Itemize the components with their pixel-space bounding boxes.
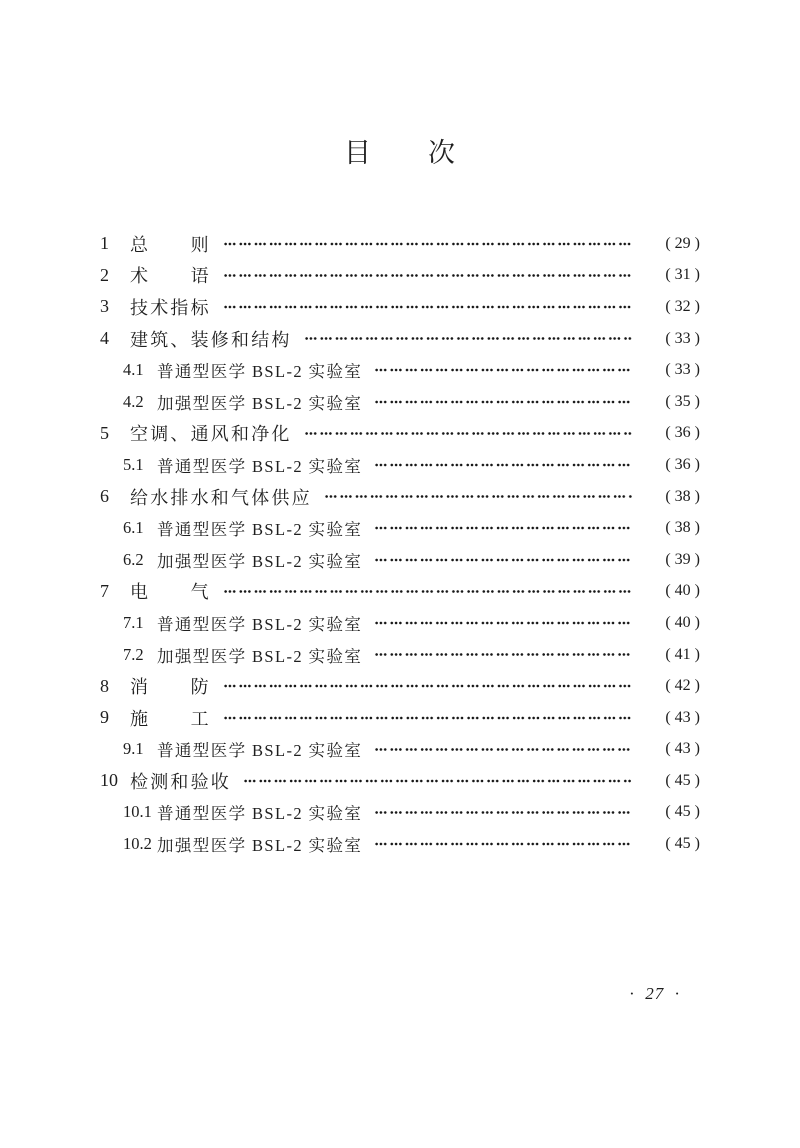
dot-leader: [223, 576, 632, 608]
toc-entry-title: 消 防: [130, 677, 211, 698]
dot-leader: [304, 418, 632, 450]
dot-leader: [304, 323, 632, 355]
toc-entry: [100, 765, 700, 797]
toc-entry-number: 4.2: [123, 391, 144, 411]
toc-entry-page: ( 33 ): [665, 329, 700, 347]
toc-entry-title: 加强型医学 BSL-2 实验室: [157, 646, 363, 666]
toc-entry: [100, 670, 700, 702]
toc-entry-number: 10.2: [123, 834, 152, 854]
toc-entry-number: 10.1: [123, 802, 152, 822]
dot-leader: [374, 607, 632, 639]
toc-entry-page: ( 45 ): [665, 803, 700, 821]
toc-entry-number: 7.1: [123, 612, 144, 632]
toc-entry-page: ( 31 ): [665, 266, 700, 284]
dot-leader: [374, 544, 632, 576]
toc-entry: [100, 797, 700, 829]
toc-entry-page: ( 38 ): [665, 487, 700, 505]
toc-entry: [100, 323, 700, 355]
toc-entry-page: ( 36 ): [665, 424, 700, 442]
toc-entry-page: ( 39 ): [665, 550, 700, 568]
toc-entry-page: ( 29 ): [665, 234, 700, 252]
dot-leader: [374, 734, 632, 766]
toc-entry-page: ( 32 ): [665, 297, 700, 315]
toc-entry-number: 4.1: [123, 360, 144, 380]
toc-entry-page: ( 33 ): [665, 361, 700, 379]
toc-entry: [100, 512, 700, 544]
toc-entry-title: 普通型医学 BSL-2 实验室: [157, 456, 363, 476]
toc-entry-title: 加强型医学 BSL-2 实验室: [157, 393, 363, 413]
dot-leader: [374, 354, 632, 386]
toc-entry: [100, 449, 700, 481]
toc-entry-title: 普通型医学 BSL-2 实验室: [157, 614, 363, 634]
table-of-contents: [100, 228, 700, 860]
toc-entry-number: 8: [100, 675, 109, 696]
toc-entry-number: 2: [100, 264, 109, 285]
toc-entry-page: ( 45 ): [665, 771, 700, 789]
toc-entry-title: 电 气: [130, 582, 211, 603]
page-title: 目 次: [344, 138, 456, 168]
toc-entry: [100, 828, 700, 860]
toc-entry: [100, 291, 700, 323]
toc-entry: [100, 228, 700, 260]
toc-entry-page: ( 36 ): [665, 455, 700, 473]
dot-leader: [374, 449, 632, 481]
toc-entry-title: 加强型医学 BSL-2 实验室: [157, 836, 363, 856]
toc-entry-title: 建筑、装修和结构: [130, 329, 292, 350]
toc-entry-number: 3: [100, 296, 109, 317]
toc-entry: [100, 260, 700, 292]
toc-entry-title: 普通型医学 BSL-2 实验室: [157, 741, 363, 761]
toc-entry: [100, 576, 700, 608]
toc-entry-page: ( 41 ): [665, 645, 700, 663]
toc-entry: [100, 544, 700, 576]
dot-leader: [374, 828, 632, 860]
toc-entry-number: 5.1: [123, 454, 144, 474]
toc-entry-page: ( 43 ): [665, 708, 700, 726]
toc-entry-number: 10: [100, 770, 118, 791]
dot-leader: [223, 260, 632, 292]
toc-entry-number: 7.2: [123, 644, 144, 664]
toc-entry-title: 给水排水和气体供应: [130, 487, 312, 508]
dot-leader: [223, 228, 632, 260]
dot-leader: [324, 481, 632, 513]
toc-entry-title: 普通型医学 BSL-2 实验室: [157, 804, 363, 824]
toc-entry-title: 空调、通风和净化: [130, 424, 292, 445]
toc-entry-title: 施 工: [130, 708, 211, 729]
toc-entry-title: 普通型医学 BSL-2 实验室: [157, 362, 363, 382]
toc-entry-page: ( 38 ): [665, 519, 700, 537]
toc-entry-page: ( 43 ): [665, 740, 700, 758]
toc-entry-number: 9.1: [123, 739, 144, 759]
dot-leader: [374, 512, 632, 544]
toc-entry-number: 6.1: [123, 518, 144, 538]
toc-entry: [100, 639, 700, 671]
dot-leader: [223, 670, 632, 702]
toc-entry: [100, 702, 700, 734]
toc-entry-page: ( 40 ): [665, 582, 700, 600]
toc-entry-title: 技术指标: [130, 297, 211, 318]
toc-entry-page: ( 42 ): [665, 677, 700, 695]
toc-entry-number: 6.2: [123, 549, 144, 569]
dot-leader: [223, 291, 632, 323]
toc-entry-number: 1: [100, 233, 109, 254]
dot-leader: [223, 702, 632, 734]
toc-entry-page: ( 40 ): [665, 613, 700, 631]
dot-leader: [374, 797, 632, 829]
toc-entry-page: ( 45 ): [665, 835, 700, 853]
toc-entry-number: 7: [100, 580, 109, 601]
toc-entry-title: 术 语: [130, 266, 211, 287]
dot-leader: [374, 386, 632, 418]
toc-entry-number: 6: [100, 486, 109, 507]
toc-entry: [100, 418, 700, 450]
toc-entry: [100, 354, 700, 386]
toc-entry-number: 4: [100, 328, 109, 349]
toc-entry-number: 5: [100, 422, 109, 443]
toc-entry-number: 9: [100, 707, 109, 728]
toc-entry: [100, 481, 700, 513]
toc-entry-title: 总 则: [130, 234, 211, 255]
dot-leader: [243, 765, 632, 797]
toc-entry: [100, 734, 700, 766]
toc-entry: [100, 386, 700, 418]
footer-page-number: · 27 ·: [629, 984, 680, 1003]
toc-entry-title: 普通型医学 BSL-2 实验室: [157, 520, 363, 540]
dot-leader: [374, 639, 632, 671]
toc-entry-page: ( 35 ): [665, 392, 700, 410]
toc-entry: [100, 607, 700, 639]
toc-entry-title: 加强型医学 BSL-2 实验室: [157, 551, 363, 571]
toc-entry-title: 检测和验收: [130, 771, 231, 792]
